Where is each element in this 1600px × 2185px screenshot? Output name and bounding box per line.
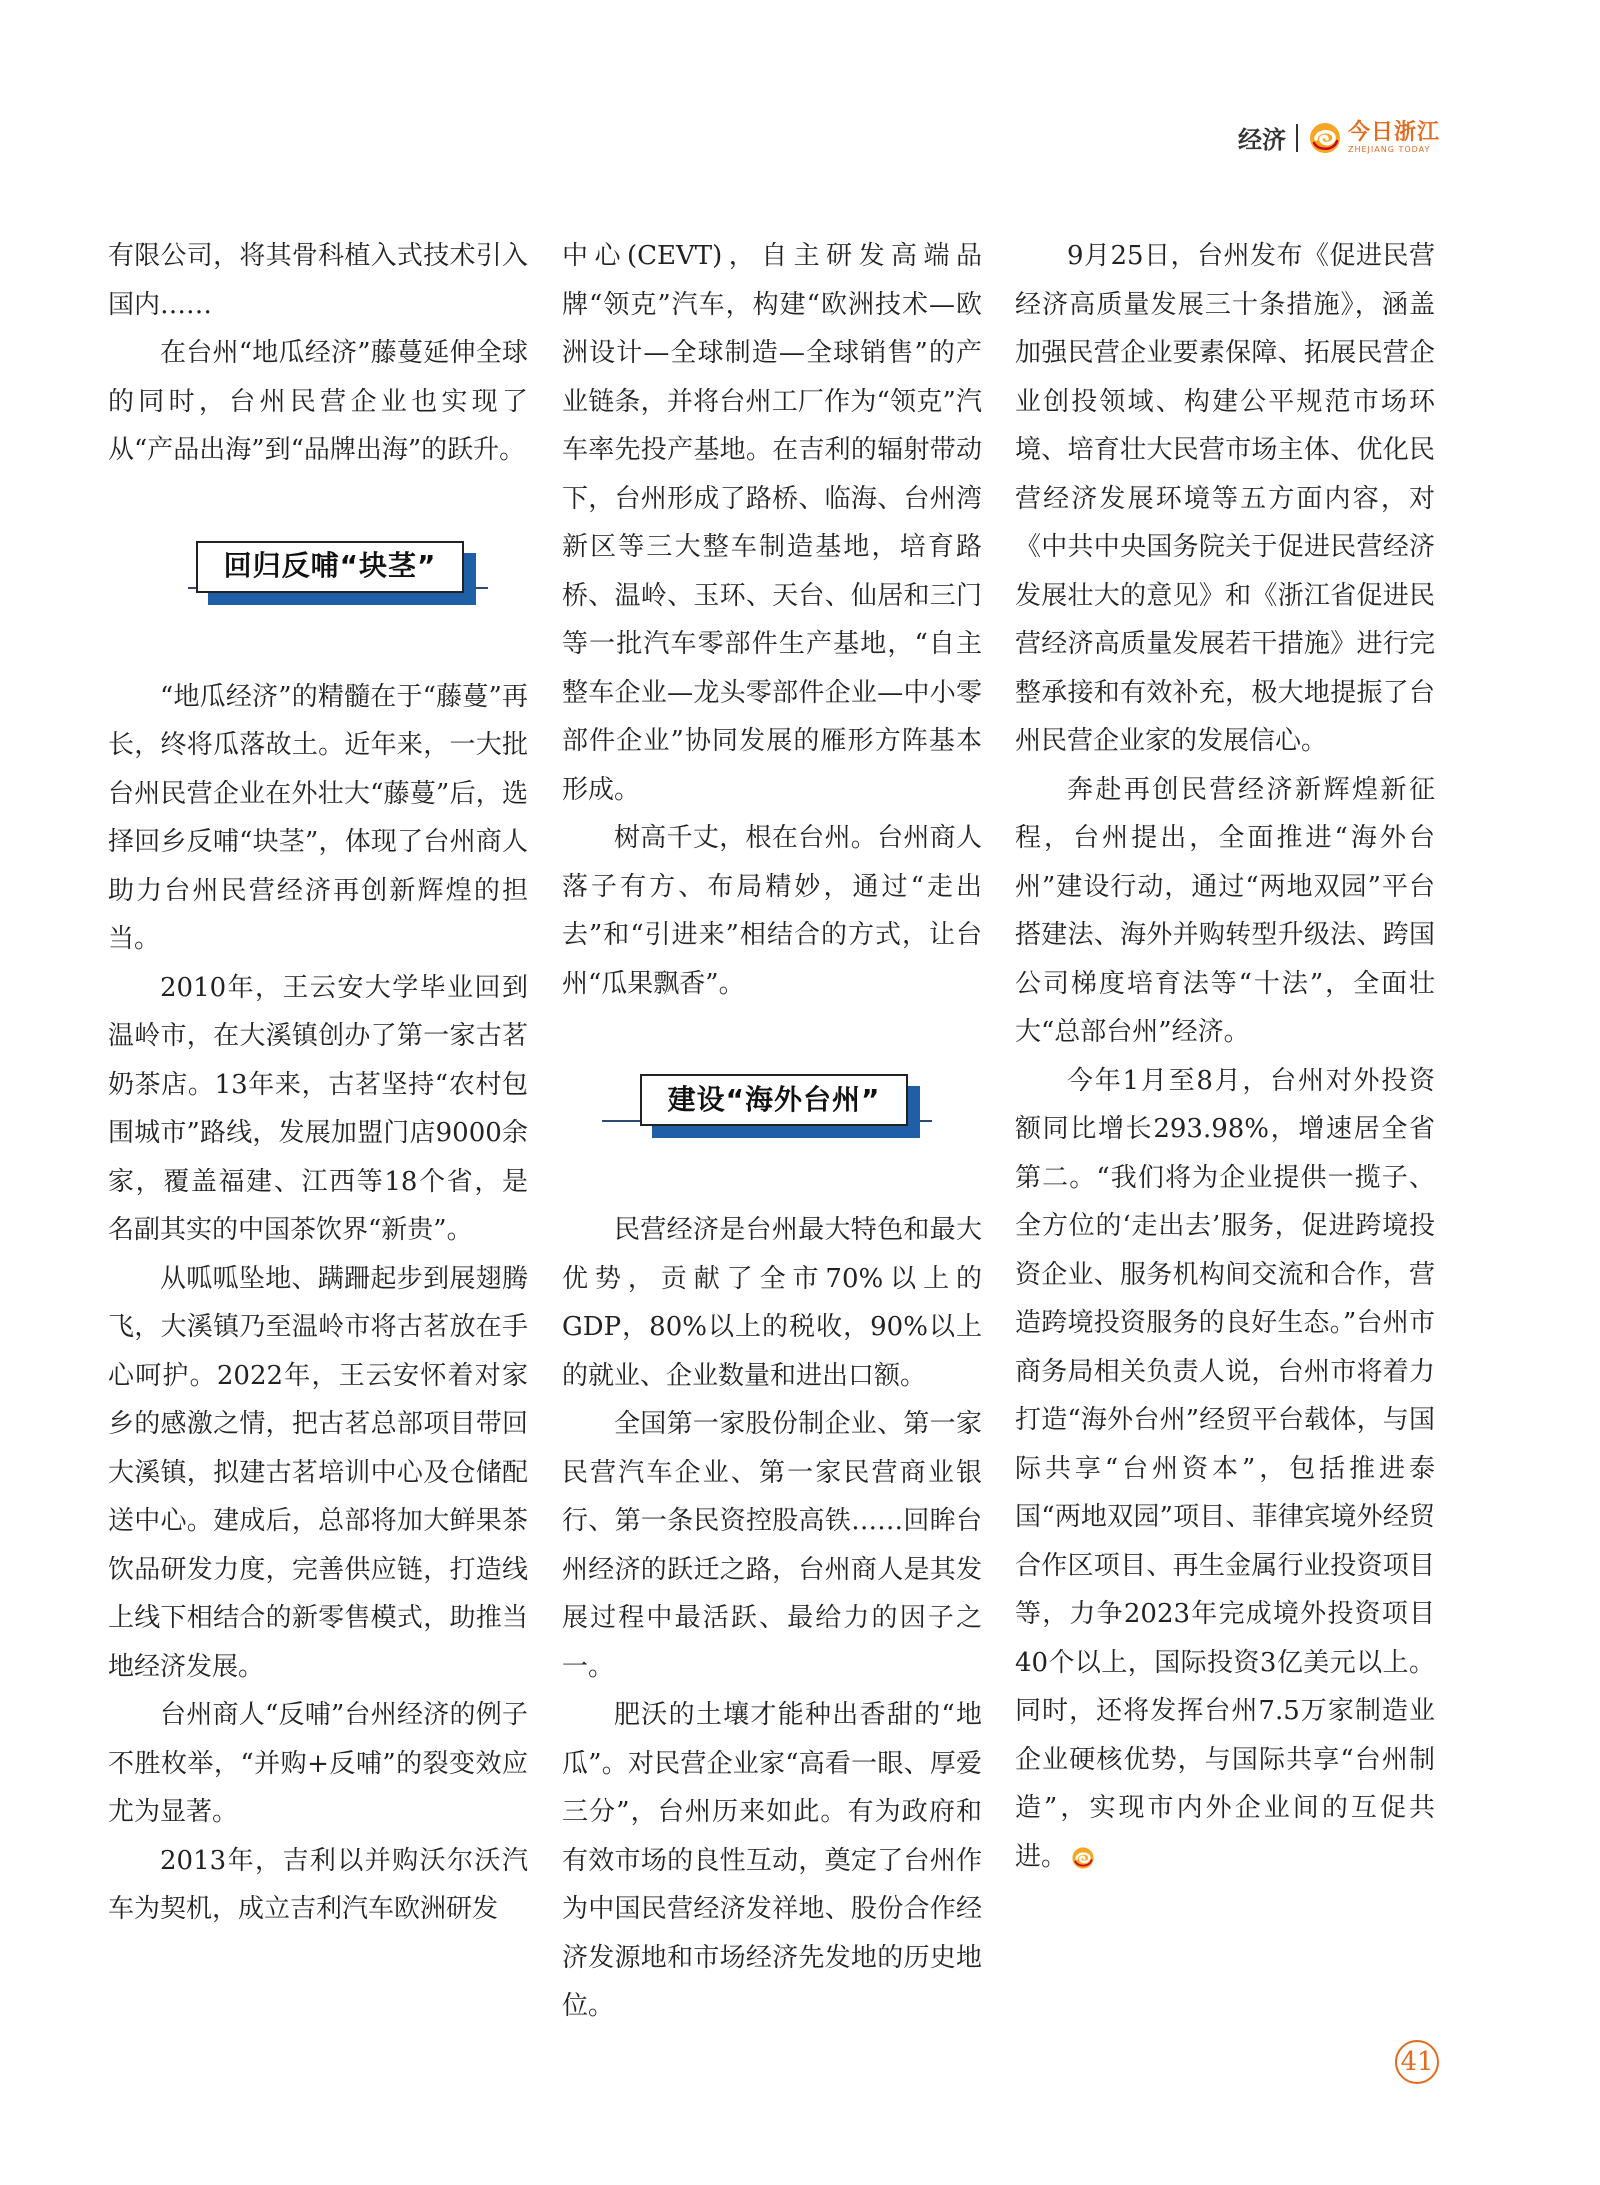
paragraph: 2013年，吉利以并购沃尔沃汽车为契机，成立吉利汽车欧洲研发	[108, 1845, 528, 1924]
paragraph-text: 今年1月至8月，台州对外投资额同比增长293.98%，增速居全省第二。“我们将为企业提供一揽子、全方位的‘走出去’服务，促进跨境投资企业、服务机构间交流和合作，营造跨境投资服务的良好生态。”台州市商务局相关负责人说，台州市将着力打造“海外台州”经贸平台载体，与国际共享“台州资本”，包括推进泰国“两地双园”项目、菲律宾境外经贸合作区项目、再生金属行业投资项目等，力争2023年完成境外投资项目40个以上，国际投资3亿美元以上。同时，还将发挥台州7.5万家制造业企业硬核优势，与国际共享“台州制造”，实现市内外企业间的互促共进。	[1015, 1065, 1435, 1872]
paragraph: 奔赴再创民营经济新辉煌新征程，台州提出，全面推进“海外台州”建设行动，通过“两地双园”平台搭建法、海外并购转型升级法、跨国公司梯度培育法等“十法”，全面壮大“总部台州”经济。	[1015, 774, 1435, 1047]
heading-title: 建设“海外台州”	[640, 1074, 908, 1126]
brand-swirl-icon	[1308, 121, 1342, 155]
section-label: 经济	[1237, 126, 1286, 154]
section-heading-1	[108, 535, 528, 615]
page-number: 41	[1395, 2040, 1439, 2084]
heading-title: 回归反哺“块茎”	[196, 541, 464, 593]
paragraph: 树高千丈，根在台州。台州商人落子有方、布局精妙，通过“走出去”和“引进来”相结合的方式，让台州“瓜果飘香”。	[562, 823, 982, 999]
header-divider	[1296, 124, 1298, 152]
paragraph: 从呱呱坠地、蹒跚起步到展翅腾飞，大溪镇乃至温岭市将古茗放在手心呵护。2022年，王云安怀着对家乡的感激之情，把古茗总部项目带回大溪镇，拟建古茗培训中心及仓储配送中心。建成后，总部将加大鲜果茶饮品研发力度，完善供应链，打造线上线下相结合的新零售模式，助推当地经济发展。	[108, 1263, 528, 1682]
paragraph: 中心(CEVT)，自主研发高端品牌“领克”汽车，构建“欧洲技术—欧洲设计—全球制造—全球销售”的产业链条，并将台州工厂作为“领克”汽车率先投产基地。在吉利的辐射带动下，台州形成了路桥、临海、台州湾新区等三大整车制造基地，培育路桥、温岭、玉环、天台、仙居和三门等一批汽车零部件生产基地，“自主整车企业—龙头零部件企业—中小零部件企业”协同发展的雁形方阵基本形成。	[562, 241, 982, 805]
paragraph: 台州商人“反哺”台州经济的例子不胜枚举，“并购+反哺”的裂变效应尤为显著。	[108, 1700, 528, 1827]
brand-subtitle: ZHEJIANG TODAY	[1347, 144, 1431, 154]
paragraph: 在台州“地瓜经济”藤蔓延伸全球的同时，台州民营企业也实现了从“产品出海”到“品牌出海”的跃升。	[108, 338, 528, 465]
article-column-2	[562, 232, 982, 2031]
paragraph: 肥沃的土壤才能种出香甜的“地瓜”。对民营企业家“高看一眼、厚爱三分”，台州历来如此。有为政府和有效市场的良性互动，奠定了台州作为中国民营经济发祥地、股份合作经济发源地和市场经济先发地的历史地位。	[562, 1700, 982, 2021]
article-column-3	[1015, 232, 1435, 1881]
page-header	[1238, 120, 1440, 155]
paragraph: 有限公司，将其骨科植入式技术引入国内……	[108, 241, 528, 320]
paragraph: 2010年，王云安大学毕业回到温岭市，在大溪镇创办了第一家古茗奶茶店。13年来，古茗坚持“农村包围城市”路线，发展加盟门店9000余家，覆盖福建、江西等18个省，是名副其实的中国茶饮界“新贵”。	[108, 972, 528, 1245]
section-heading-2	[562, 1068, 982, 1148]
paragraph: “地瓜经济”的精髓在于“藤蔓”再长，终将瓜落故土。近年来，一大批台州民营企业在外壮大“藤蔓”后，选择回乡反哺“块茎”，体现了台州商人助力台州民营经济再创新辉煌的担当。	[108, 681, 528, 954]
brand-name: 今日浙江	[1347, 119, 1440, 145]
paragraph: 民营经济是台州最大特色和最大优势，贡献了全市70%以上的GDP，80%以上的税收，90%以上的就业、企业数量和进出口额。	[562, 1215, 982, 1391]
end-mark-icon	[1071, 1846, 1095, 1870]
paragraph: 全国第一家股份制企业、第一家民营汽车企业、第一家民营商业银行、第一条民资控股高铁……回眸台州经济的跃迁之路，台州商人是其发展过程中最活跃、最给力的因子之一。	[562, 1409, 982, 1682]
paragraph-last	[1015, 1057, 1435, 1882]
paragraph: 9月25日，台州发布《促进民营经济高质量发展三十条措施》，涵盖加强民营企业要素保障、拓展民营企业创投领域、构建公平规范市场环境、培育壮大民营市场主体、优化民营经济发展环境等五方面内容，对《中共中央国务院关于促进民营经济发展壮大的意见》和《浙江省促进民营经济高质量发展若干措施》进行完整承接和有效补充，极大地提振了台州民营企业家的发展信心。	[1015, 241, 1435, 756]
article-column-1	[108, 232, 528, 1934]
brand-logo	[1308, 121, 1440, 155]
